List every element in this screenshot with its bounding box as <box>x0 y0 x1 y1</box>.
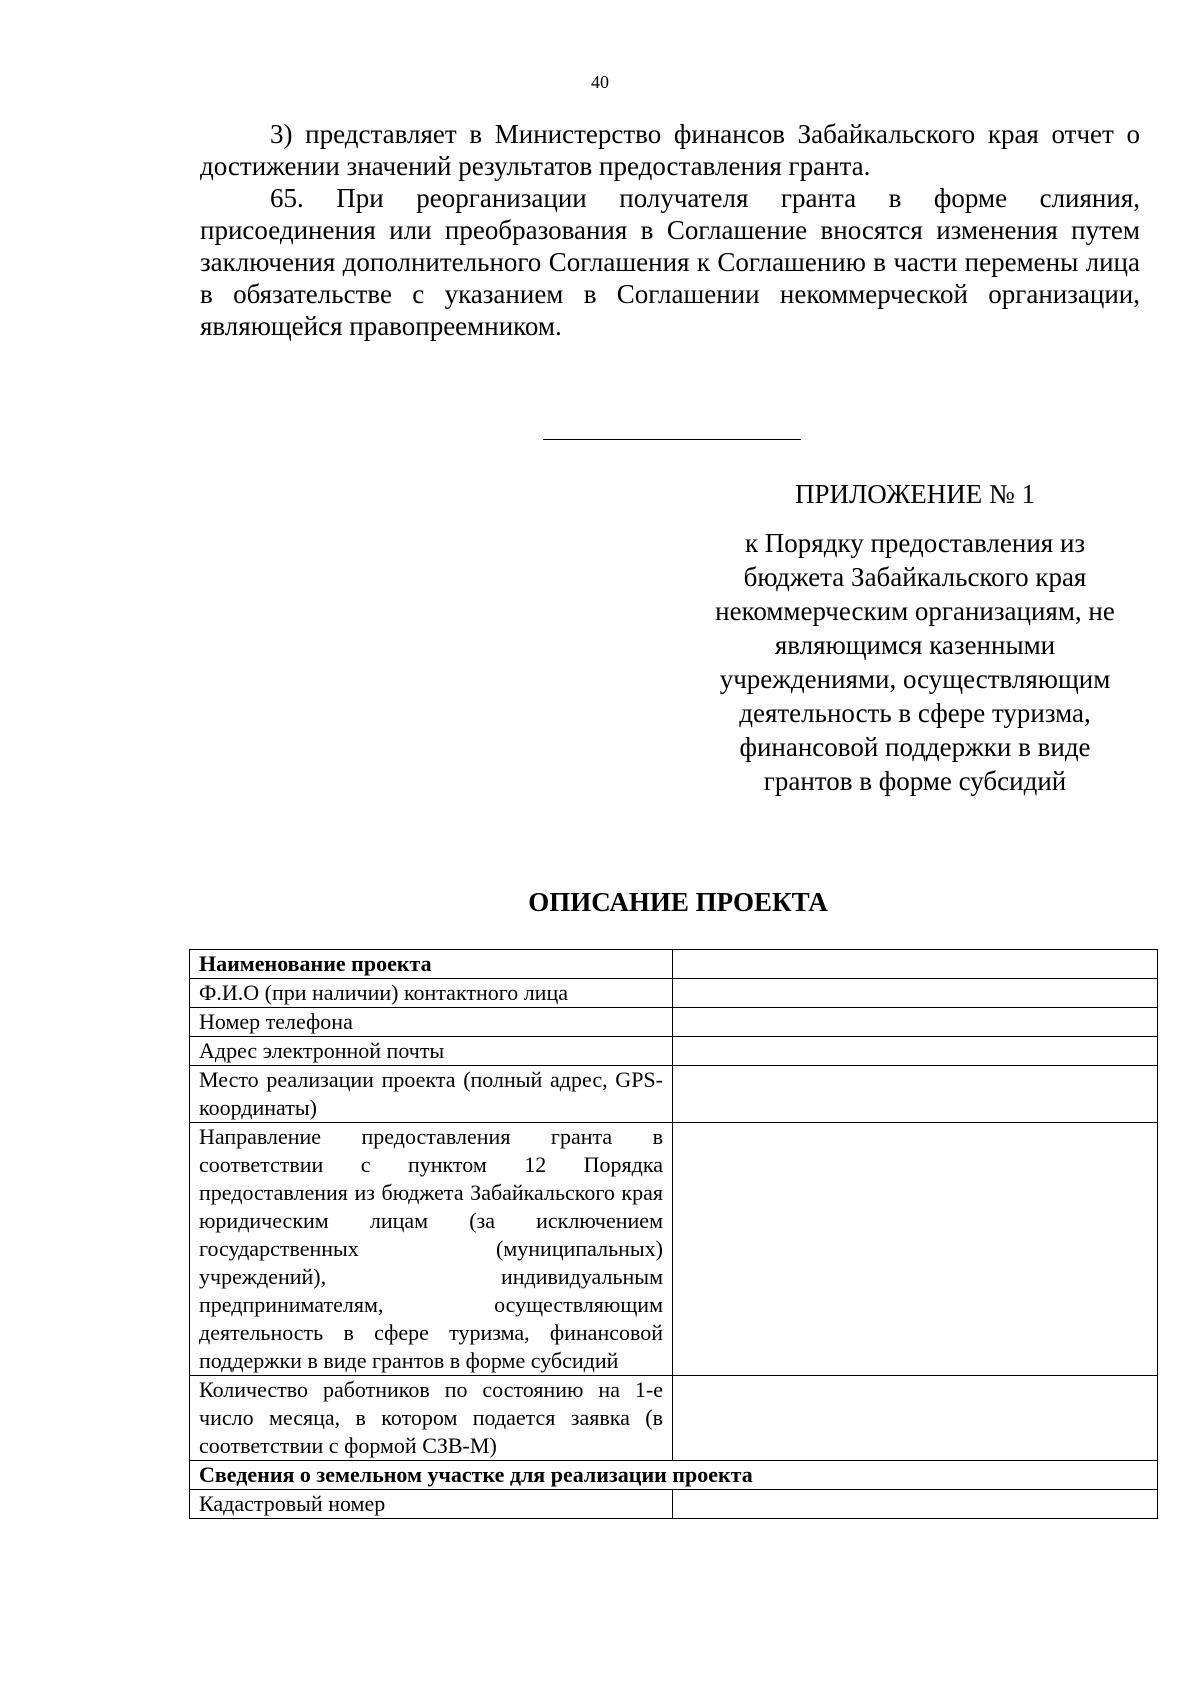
section-title: ОПИСАНИЕ ПРОЕКТА <box>528 887 828 917</box>
row-label-grant-direction: Направление предоставления гранта в соответствии с пунктом 12 Порядка предоставления из бюджета Забайкальского края юридическим лицам (за исключением государственных (муниципальных) учреждений), индивидуальным предпринимателям, осуществляющим деятельность в сфере туризма, финансовой поддержки в виде грантов в форме субсидий <box>190 1123 673 1376</box>
row-value-contact-person[interactable] <box>673 979 1158 1008</box>
row-label-location: Место реализации проекта (полный адрес, GPS-координаты) <box>190 1066 673 1123</box>
paragraph-1: 3) представляет в Министерство финансов Забайкальского края отчет о достижении значений результатов предоставления гранта. <box>200 119 1140 181</box>
table-row <box>190 1008 1158 1037</box>
row-label-cadastral-number: Кадастровый номер <box>190 1490 673 1519</box>
row-value-email[interactable] <box>673 1037 1158 1066</box>
body-text <box>200 118 1140 342</box>
appendix-subtitle-line: деятельность в сфере туризма, <box>739 698 1091 728</box>
row-value-cadastral-number[interactable] <box>673 1490 1158 1519</box>
table-row <box>190 950 1158 979</box>
row-label-contact-person: Ф.И.О (при наличии) контактного лица <box>190 979 673 1008</box>
appendix-subtitle-line: к Порядку предоставления из <box>744 528 1086 558</box>
row-label-email: Адрес электронной почты <box>190 1037 673 1066</box>
row-value-phone[interactable] <box>673 1008 1158 1037</box>
appendix-title: ПРИЛОЖЕНИЕ № 1 <box>794 479 1036 509</box>
appendix-subtitle-line: некоммерческим организациям, не <box>715 596 1115 626</box>
appendix-subtitle-line: финансовой поддержки в виде <box>739 732 1091 762</box>
row-label-project-name: Наименование проекта <box>190 950 673 979</box>
table-row <box>190 979 1158 1008</box>
land-section-header: Сведения о земельном участке для реализации проекта <box>190 1461 1158 1490</box>
separator-line <box>543 439 801 440</box>
row-value-location[interactable] <box>673 1066 1158 1123</box>
appendix-subtitle-line: бюджета Забайкальского края <box>743 562 1087 592</box>
row-value-project-name[interactable] <box>673 950 1158 979</box>
appendix-subtitle <box>700 526 1130 798</box>
table-row <box>190 1037 1158 1066</box>
page-number: 40 <box>591 72 609 92</box>
row-label-employee-count: Количество работников по состоянию на 1-е число месяца, в котором подается заявка (в соответствии с формой СЗВ-М) <box>190 1376 673 1461</box>
appendix-subtitle-line: грантов в форме субсидий <box>763 766 1067 796</box>
row-value-employee-count[interactable] <box>673 1376 1158 1461</box>
table-row <box>190 1376 1158 1461</box>
table-section-row <box>190 1461 1158 1490</box>
project-description-table <box>189 949 1158 1519</box>
row-label-phone: Номер телефона <box>190 1008 673 1037</box>
appendix-subtitle-line: являющимся казенными <box>774 630 1056 660</box>
row-value-grant-direction[interactable] <box>673 1123 1158 1376</box>
appendix-subtitle-line: учреждениями, осуществляющим <box>719 664 1111 694</box>
table-row <box>190 1066 1158 1123</box>
table-row <box>190 1123 1158 1376</box>
table-row <box>190 1490 1158 1519</box>
paragraph-2: 65. При реорганизации получателя гранта в форме слияния, присоединения или преобразования в Соглашение вносятся изменения путем заключения дополнительного Соглашения к Соглашению в части перемены лица в обязательстве с указанием в Соглашении некоммерческой организации, являющейся правопреемником. <box>200 183 1140 341</box>
